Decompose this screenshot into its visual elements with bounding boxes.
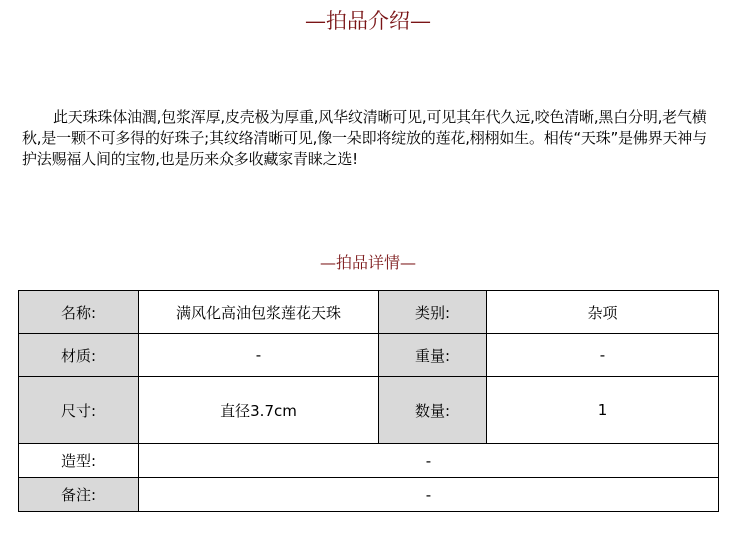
weight-value: - [487, 334, 719, 377]
details-section-title: —拍品详情— [319, 253, 416, 272]
intro-section-title: —拍品介绍— [305, 9, 431, 33]
category-label: 类别: [379, 291, 487, 334]
quantity-label: 数量: [379, 377, 487, 444]
category-value: 杂项 [487, 291, 719, 334]
intro-paragraph: 此天珠珠体油潤,包浆浑厚,皮壳极为厚重,风华纹清晰可见,可见其年代久远,咬色清晰,黑白分明,老气横秋,是一颗不可多得的好珠子;其纹络清晰可见,像一朵即将绽放的莲花,栩栩如生。相传“天珠”是佛界天神与护法赐福人间的宝物,也是历来众多收藏家青睐之选! [22, 108, 707, 168]
details-table [18, 290, 719, 512]
table-row-name [19, 291, 719, 334]
quantity-value: 1 [487, 377, 719, 444]
name-label: 名称: [19, 291, 139, 334]
table-row-material [19, 334, 719, 377]
remarks-label: 备注: [19, 478, 139, 512]
remarks-value: - [139, 478, 719, 512]
material-value: - [139, 334, 379, 377]
size-label: 尺寸: [19, 377, 139, 444]
table-row-size [19, 377, 719, 444]
material-label: 材质: [19, 334, 139, 377]
size-value: 直径3.7cm [139, 377, 379, 444]
shape-label: 造型: [19, 444, 139, 478]
table-row-remarks [19, 478, 719, 512]
table-row-shape [19, 444, 719, 478]
weight-label: 重量: [379, 334, 487, 377]
name-value: 满风化高油包浆莲花天珠 [139, 291, 379, 334]
shape-value: - [139, 444, 719, 478]
